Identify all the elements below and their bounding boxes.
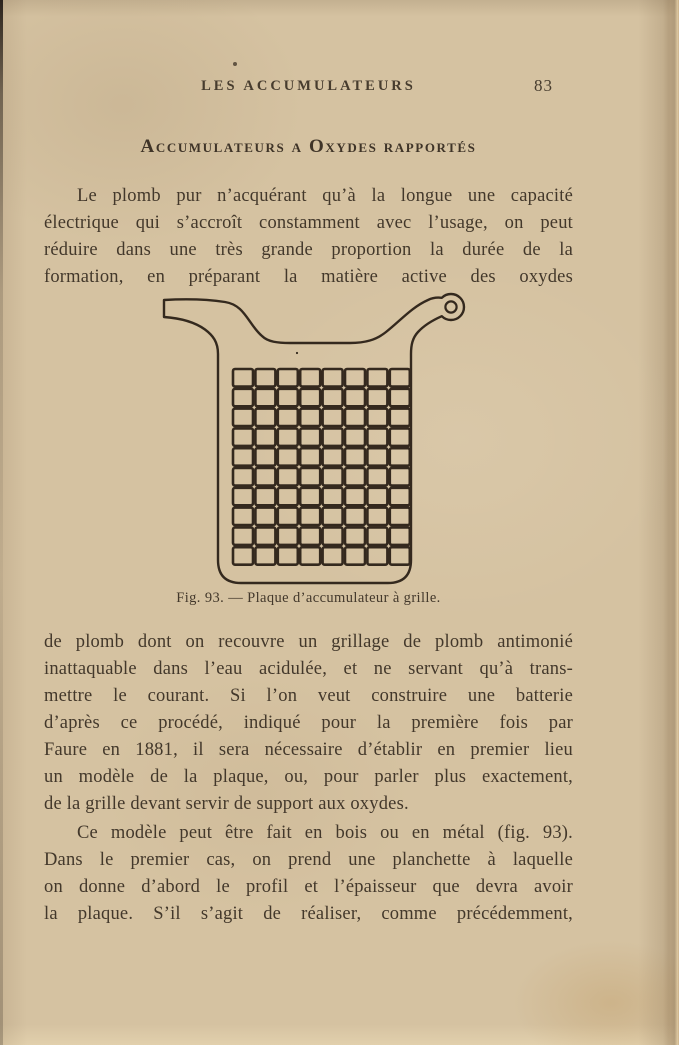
grid-cell xyxy=(345,448,365,466)
grid-cell xyxy=(300,468,320,486)
plate-grid xyxy=(233,369,410,565)
grid-cell xyxy=(390,468,410,486)
figure-ink-speck xyxy=(296,352,298,354)
grid-cell xyxy=(345,468,365,486)
grid-cell xyxy=(300,448,320,466)
grid-cell xyxy=(233,488,253,506)
text-line: Dans le premier cas, on prend une planchette à laquelle xyxy=(44,850,573,870)
text-line: électrique qui s’accroît constamment avec l’usage, on peut xyxy=(44,213,573,233)
page-right-edge-shadow xyxy=(663,0,679,1045)
grid-cell xyxy=(367,468,387,486)
grid-cell xyxy=(390,428,410,446)
grid-cell xyxy=(233,508,253,525)
ink-speck xyxy=(233,62,237,66)
figure-caption: Fig. 93. — Plaque d’accumulateur à grille. xyxy=(176,590,441,606)
grid-cell xyxy=(278,369,298,387)
grid-cell xyxy=(367,389,387,407)
grid-cell xyxy=(300,409,320,427)
grid-cell xyxy=(367,369,387,387)
grid-cell xyxy=(255,527,275,545)
grid-cell xyxy=(367,508,387,525)
grid-cell xyxy=(233,389,253,407)
grid-cell xyxy=(323,369,343,387)
grid-cell xyxy=(255,468,275,486)
grid-cell xyxy=(367,409,387,427)
grid-cell xyxy=(323,448,343,466)
grid-cell xyxy=(300,508,320,525)
grid-cell xyxy=(390,508,410,525)
grid-cell xyxy=(255,369,275,387)
text-line: inattaquable dans l’eau acidulée, et ne servant qu’à trans- xyxy=(44,659,573,679)
running-header-row xyxy=(44,78,573,100)
grid-cell xyxy=(345,409,365,427)
grid-cell xyxy=(278,547,298,565)
grid-cell xyxy=(345,488,365,506)
grid-cell xyxy=(278,389,298,407)
grid-cell xyxy=(345,547,365,565)
grid-cell xyxy=(255,428,275,446)
grid-cell xyxy=(278,428,298,446)
grid-cell xyxy=(233,409,253,427)
text-line: mettre le courant. Si l’on veut construire une batterie xyxy=(44,686,573,706)
text-line: de la grille devant servir de support aux oxydes. xyxy=(44,794,409,814)
grid-cell xyxy=(345,389,365,407)
text-line: d’après ce procédé, indiqué pour la première fois par xyxy=(44,713,573,733)
grid-cell xyxy=(345,527,365,545)
grid-cell xyxy=(233,547,253,565)
plate-lug-hole xyxy=(445,301,456,312)
text-line: la plaque. S’il s’agit de réaliser, comme précédemment, xyxy=(44,904,573,924)
grid-cell xyxy=(233,369,253,387)
grid-cell xyxy=(278,448,298,466)
grid-cell xyxy=(300,389,320,407)
plate-outline xyxy=(164,294,464,583)
text-line: Ce modèle peut être fait en bois ou en métal (fig. 93). xyxy=(77,823,573,843)
grid-cell xyxy=(390,527,410,545)
grid-cell xyxy=(278,508,298,525)
grid-cell xyxy=(390,547,410,565)
running-header: LES ACCUMULATEURS xyxy=(201,78,416,94)
section-title: Accumulateurs a Oxydes rapportés xyxy=(140,136,477,157)
grid-cell xyxy=(323,409,343,427)
grid-cell xyxy=(255,488,275,506)
text-line: de plomb dont on recouvre un grillage de plomb antimonié xyxy=(44,632,573,652)
page-left-edge-shadow xyxy=(0,0,3,1045)
grid-cell xyxy=(233,527,253,545)
grid-cell xyxy=(367,547,387,565)
grid-cell xyxy=(390,389,410,407)
figure-accumulator-plate-drawing xyxy=(150,292,480,588)
grid-cell xyxy=(300,369,320,387)
grid-cell xyxy=(323,527,343,545)
grid-cell xyxy=(278,468,298,486)
text-line: formation, en préparant la matière active des oxydes xyxy=(44,267,573,287)
text-line: Le plomb pur n’acquérant qu’à la longue une capacité xyxy=(77,186,573,206)
grid-cell xyxy=(300,488,320,506)
grid-cell xyxy=(323,488,343,506)
grid-cell xyxy=(233,448,253,466)
grid-cell xyxy=(255,448,275,466)
grid-cell xyxy=(367,448,387,466)
body-paragraph xyxy=(44,183,573,291)
grid-cell xyxy=(233,428,253,446)
grid-cell xyxy=(278,527,298,545)
grid-cell xyxy=(367,428,387,446)
grid-cell xyxy=(233,468,253,486)
grid-cell xyxy=(255,409,275,427)
grid-cell xyxy=(300,547,320,565)
grid-cell xyxy=(255,508,275,525)
grid-cell xyxy=(255,547,275,565)
grid-cell xyxy=(278,409,298,427)
body-paragraph xyxy=(44,820,573,928)
text-line: réduire dans une très grande proportion la durée de la xyxy=(44,240,573,260)
grid-cell xyxy=(255,389,275,407)
text-line: Faure en 1881, il sera nécessaire d’établir en premier lieu xyxy=(44,740,573,760)
body-paragraph xyxy=(44,629,573,818)
grid-cell xyxy=(300,527,320,545)
text-line: on donne d’abord le profil et l’épaisseur que devra avoir xyxy=(44,877,573,897)
grid-cell xyxy=(345,428,365,446)
grid-cell xyxy=(390,448,410,466)
grid-cell xyxy=(323,547,343,565)
grid-cell xyxy=(323,468,343,486)
text-line: un modèle de la plaque, ou, pour parler plus exactement, xyxy=(44,767,573,787)
page-number: 83 xyxy=(534,76,553,95)
grid-cell xyxy=(390,409,410,427)
grid-cell xyxy=(323,389,343,407)
grid-cell xyxy=(345,369,365,387)
grid-cell xyxy=(300,428,320,446)
grid-cell xyxy=(367,488,387,506)
grid-cell xyxy=(390,369,410,387)
grid-cell xyxy=(323,508,343,525)
grid-cell xyxy=(390,488,410,506)
grid-cell xyxy=(323,428,343,446)
grid-cell xyxy=(278,488,298,506)
grid-cell xyxy=(367,527,387,545)
grid-cell xyxy=(345,508,365,525)
